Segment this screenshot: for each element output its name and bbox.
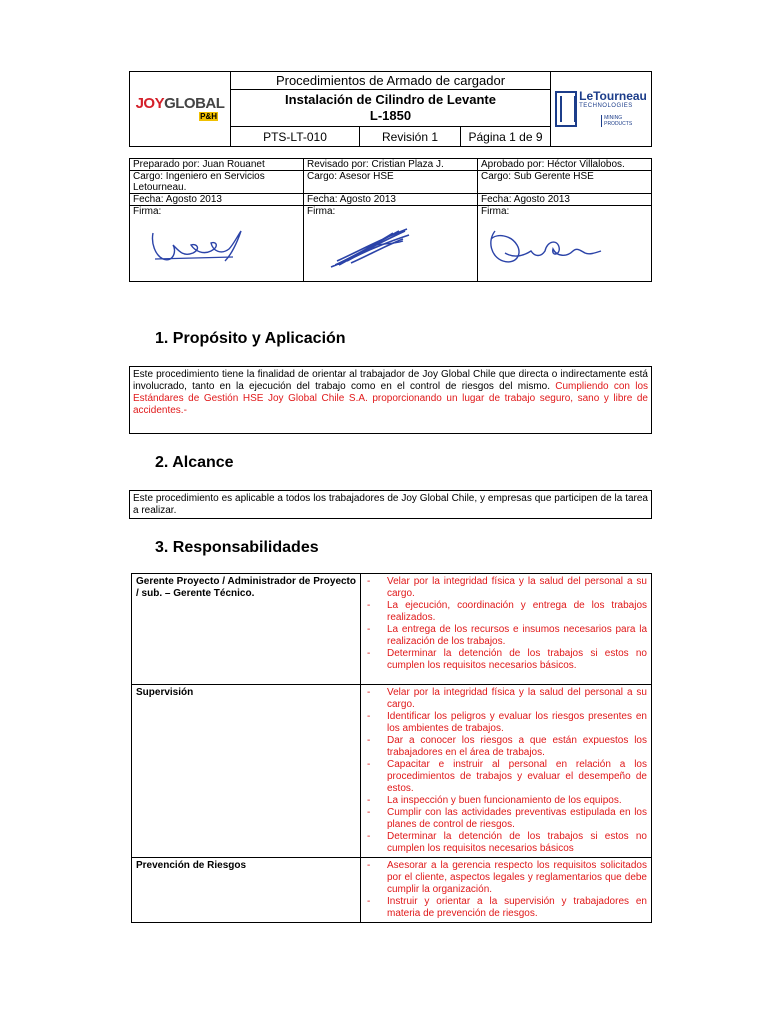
list-item: - Determinar la detención de los trabajos si estos no cumplen los requisitos necesarios básicos — [361, 831, 647, 855]
table-row — [132, 574, 652, 685]
list-item: - Instruir y orientar a la supervisión y trabajadores en materia de prevención de riesgos. — [361, 896, 647, 920]
role-cell: Prevención de Riesgos — [132, 858, 361, 923]
section-2-title: 2. Alcance — [155, 454, 234, 471]
prepared-by: Preparado por: Juan Rouanet — [130, 159, 304, 171]
doc-page: Página 1 de 9 — [461, 127, 551, 147]
approved-by: Aprobado por: Héctor Villalobos. — [478, 159, 652, 171]
section-1-box — [129, 366, 652, 434]
section-3-title: 3. Responsabilidades — [155, 539, 319, 556]
signature-3 — [481, 221, 611, 271]
prepared-date: Fecha: Agosto 2013 — [130, 194, 304, 206]
role-cell: Gerente Proyecto / Administrador de Proyecto / sub. – Gerente Técnico. — [132, 574, 361, 685]
responsibilities-table — [131, 573, 652, 923]
section-2-text: Este procedimiento es aplicable a todos los trabajadores de Joy Global Chile, y empresas que participen de la tarea a realizar. — [133, 493, 648, 516]
list-item: - Cumplir con las actividades preventivas estipulada en los planes de control de riesgos. — [361, 807, 647, 831]
reviewed-by: Revisado por: Cristian Plaza J. — [304, 159, 478, 171]
approved-cargo: Cargo: Sub Gerente HSE — [478, 171, 652, 194]
list-item: - Asesorar a la gerencia respecto los requisitos solicitados por el cliente, aspectos legales y reglamentarios que debe cumplir la organización. — [361, 860, 647, 896]
letourneau-logo: LeTourneau TECHNOLOGIES MINING PRODUCTS — [551, 72, 652, 147]
section-2-box — [129, 490, 652, 519]
list-item: - La ejecución, coordinación y entrega de los trabajos realizados. — [361, 600, 647, 624]
signature-2 — [307, 221, 427, 273]
reviewed-signature-cell: Firma: — [304, 206, 478, 282]
approval-table — [129, 158, 652, 282]
list-item: - Capacitar e instruir al personal en relación a los procedimientos de trabajos y evaluar el desempeño de estos. — [361, 759, 647, 795]
list-item: - Dar a conocer los riesgos a que están expuestos los trabajadores en el área de trabajos. — [361, 735, 647, 759]
doc-revision: Revisión 1 — [360, 127, 461, 147]
reviewed-cargo: Cargo: Asesor HSE — [304, 171, 478, 194]
list-item: - Identificar los peligros y evaluar los riesgos presentes en los ambientes de trabajos. — [361, 711, 647, 735]
list-item: - Velar por la integridad física y la salud del personal a su cargo. — [361, 576, 647, 600]
list-item: - La entrega de los recursos e insumos necesarios para la realización de los trabajos. — [361, 624, 647, 648]
list-item: - Velar por la integridad física y la salud del personal a su cargo. — [361, 687, 647, 711]
role-cell: Supervisión — [132, 685, 361, 858]
doc-code: PTS-LT-010 — [231, 127, 360, 147]
document-header — [129, 71, 652, 147]
list-item: - La inspección y buen funcionamiento de los equipos. — [361, 795, 647, 807]
duties-cell — [361, 574, 652, 685]
reviewed-date: Fecha: Agosto 2013 — [304, 194, 478, 206]
section-1-title: 1. Propósito y Aplicación — [155, 330, 346, 347]
table-row — [132, 685, 652, 858]
prepared-signature-cell: Firma: — [130, 206, 304, 282]
section-1-text: Este procedimiento tiene la finalidad de orientar al trabajador de Joy Global Chile que directa o indirectamente está involucrado, tanto en la ejecución del trabajo como en el control de riesgos del mismo. — [133, 369, 648, 392]
approved-date: Fecha: Agosto 2013 — [478, 194, 652, 206]
signature-1 — [133, 221, 253, 271]
procedure-title: Instalación de Cilindro de Levante L-1850 — [231, 90, 551, 127]
joy-global-logo: JOYGLOBAL P&H — [130, 72, 231, 147]
prepared-cargo: Cargo: Ingeniero en Servicios Letourneau. — [130, 171, 304, 194]
procedure-group: Procedimientos de Armado de cargador — [231, 72, 551, 90]
duties-cell — [361, 685, 652, 858]
section-1-text-red: Cumpliendo con los Estándares de Gestión HSE Joy Global Chile S.A. proporcionando un lugar de trabajo seguro, sano y libre de accidentes.- — [133, 381, 649, 416]
list-item: - Determinar la detención de los trabajos si estos no cumplen los requisitos necesarios básicos. — [361, 648, 647, 672]
letourneau-mark-icon — [555, 91, 577, 127]
duties-cell — [361, 858, 652, 923]
table-row — [132, 858, 652, 923]
approved-signature-cell: Firma: — [478, 206, 652, 282]
